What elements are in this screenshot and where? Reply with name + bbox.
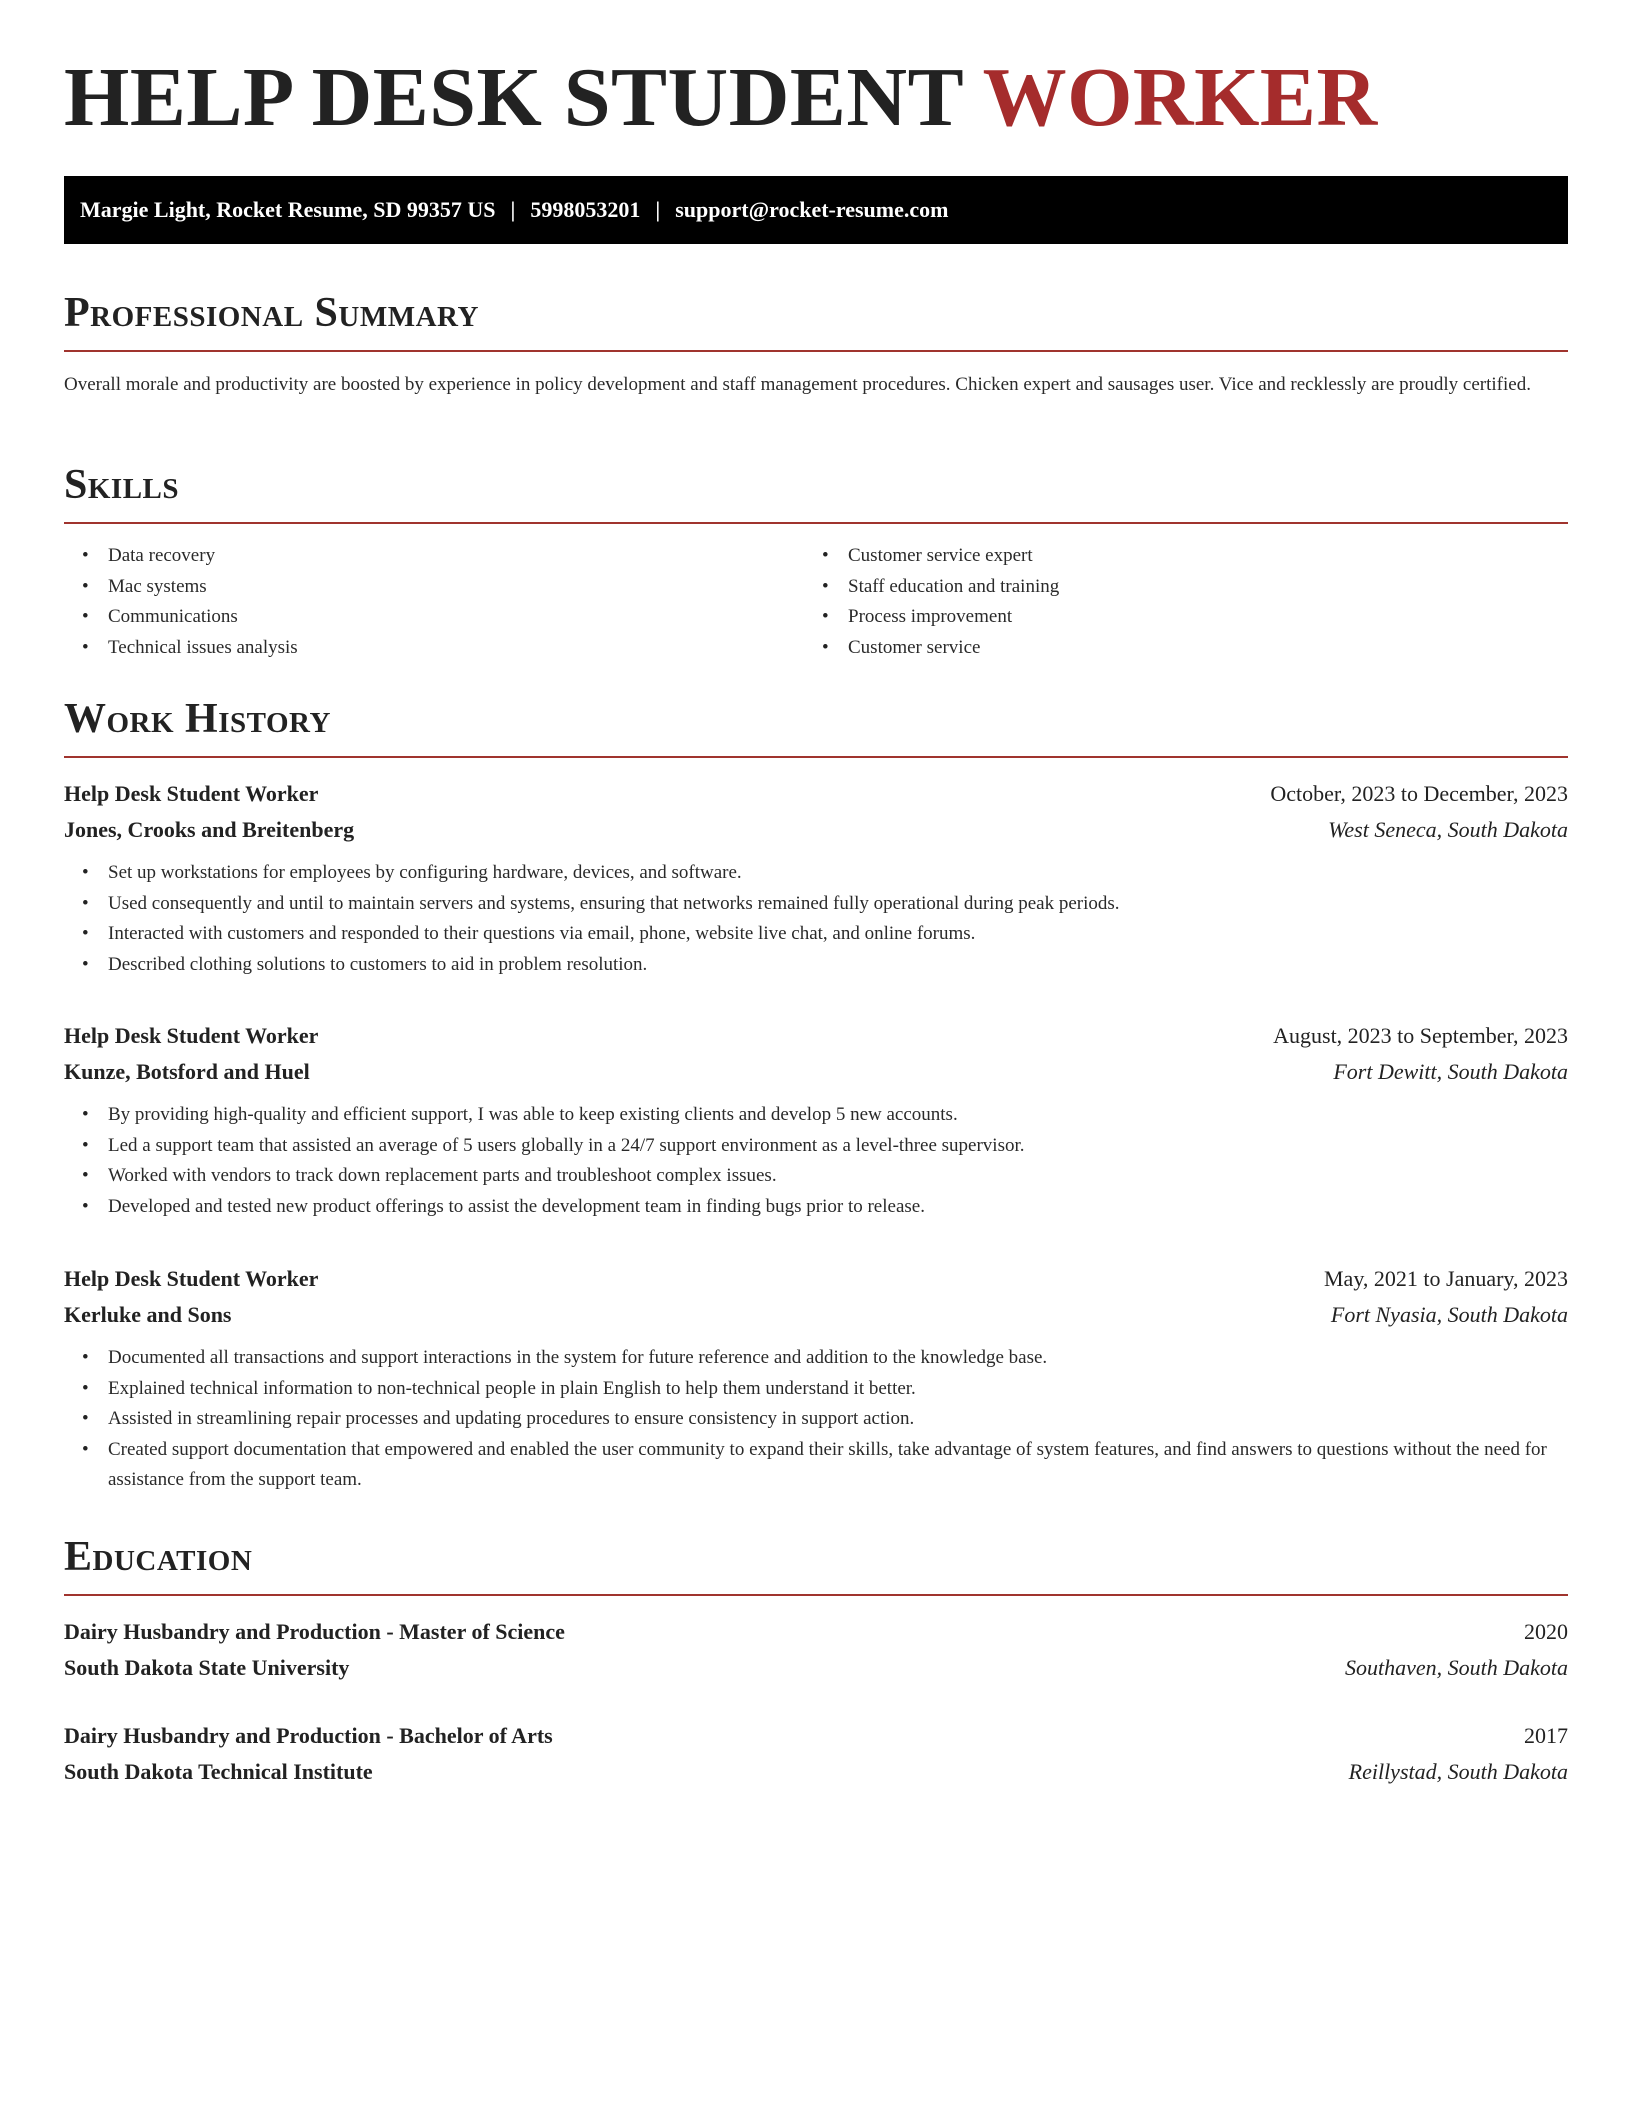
skill-item: • Data recovery (64, 541, 764, 572)
job-bullet: • Described clothing solutions to customers to aid in problem resolution. (64, 950, 1568, 981)
school-location: Reillystad, South Dakota (1348, 1759, 1568, 1784)
job-entry (64, 776, 1568, 980)
job-entry (64, 1261, 1568, 1496)
job-bullet: • By providing high-quality and efficient support, I was able to keep existing clients and develop 5 new accounts. (64, 1100, 1568, 1131)
title-main: HELP DESK STUDENT (64, 51, 963, 144)
job-location: Fort Dewitt, South Dakota (1333, 1059, 1568, 1084)
work-heading: Work History (64, 696, 331, 742)
education-heading: Education (64, 1534, 253, 1580)
skill-item: • Customer service expert (804, 541, 1504, 572)
skill-item: • Communications (64, 602, 764, 633)
skill-item: • Technical issues analysis (64, 633, 764, 664)
job-bullet: • Assisted in streamlining repair processes and updating procedures to ensure consistency in support action. (64, 1404, 1568, 1435)
degree: Dairy Husbandry and Production - Master of Science (64, 1619, 565, 1644)
job-bullet: • Used consequently and until to maintain servers and systems, ensuring that networks remained fully operational during peak periods. (64, 889, 1568, 920)
skill-item: • Customer service (804, 633, 1504, 664)
contact-separator: | (510, 197, 516, 222)
job-bullet: • Interacted with customers and responded to their questions via email, phone, website live chat, and online forums. (64, 919, 1568, 950)
education-entry (64, 1614, 1568, 1686)
skill-item: • Mac systems (64, 572, 764, 603)
contact-phone: 5998053201 (530, 197, 641, 222)
skill-item: • Staff education and training (804, 572, 1504, 603)
job-bullet: • Developed and tested new product offerings to assist the development team in finding bugs prior to release. (64, 1192, 1568, 1223)
summary-text: Overall morale and productivity are boosted by experience in policy development and staff management procedures. Chicken expert and sausages user. Vice and recklessly are proudly certified. (64, 374, 1531, 395)
resume-title (64, 51, 1378, 144)
job-bullet: • Led a support team that assisted an average of 5 users globally in a 24/7 support environment as a level-three supervisor. (64, 1131, 1568, 1162)
job-location: Fort Nyasia, South Dakota (1330, 1302, 1568, 1327)
job-location: West Seneca, South Dakota (1328, 817, 1568, 842)
contact-address: Margie Light, Rocket Resume, SD 99357 US (80, 197, 496, 222)
education-entry (64, 1718, 1568, 1790)
skills-list-right (804, 541, 1504, 663)
skills-heading: Skills (64, 462, 180, 508)
job-dates: August, 2023 to September, 2023 (1273, 1023, 1568, 1048)
work-section-header (64, 698, 1568, 758)
job-entry (64, 1018, 1568, 1222)
skills-list-left (64, 541, 764, 663)
job-bullets (64, 858, 1568, 980)
job-bullet: • Set up workstations for employees by configuring hardware, devices, and software. (64, 858, 1568, 889)
contact-separator: | (655, 197, 661, 222)
school: South Dakota Technical Institute (64, 1759, 373, 1784)
summary-heading: Professional Summary (64, 290, 479, 336)
job-bullet: • Created support documentation that empowered and enabled the user community to expand their skills, take advantage of system features, and find answers to questions without the need for assistance from the support team. (64, 1435, 1568, 1496)
skills-section-header (64, 464, 1568, 524)
job-bullet: • Explained technical information to non-technical people in plain English to help them understand it better. (64, 1374, 1568, 1405)
job-company: Kunze, Botsford and Huel (64, 1059, 310, 1084)
job-title: Help Desk Student Worker (64, 1266, 319, 1291)
job-company: Kerluke and Sons (64, 1302, 232, 1327)
summary-section-header (64, 292, 1568, 352)
job-company: Jones, Crooks and Breitenberg (64, 817, 355, 842)
job-title: Help Desk Student Worker (64, 781, 319, 806)
job-bullets (64, 1343, 1568, 1496)
school: South Dakota State University (64, 1655, 350, 1680)
job-dates: May, 2021 to January, 2023 (1324, 1266, 1568, 1291)
job-bullets (64, 1100, 1568, 1222)
job-title: Help Desk Student Worker (64, 1023, 319, 1048)
contact-bar (64, 176, 1568, 244)
job-bullet: • Worked with vendors to track down replacement parts and troubleshoot complex issues. (64, 1161, 1568, 1192)
job-dates: October, 2023 to December, 2023 (1270, 781, 1568, 806)
school-location: Southaven, South Dakota (1344, 1655, 1568, 1680)
graduation-year: 2017 (1524, 1723, 1568, 1748)
title-accent: WORKER (982, 51, 1378, 144)
education-section-header (64, 1536, 1568, 1596)
job-bullet: • Documented all transactions and support interactions in the system for future reference and addition to the knowledge base. (64, 1343, 1568, 1374)
contact-email: support@rocket-resume.com (675, 197, 949, 222)
graduation-year: 2020 (1524, 1619, 1568, 1644)
degree: Dairy Husbandry and Production - Bachelor of Arts (64, 1723, 553, 1748)
skill-item: • Process improvement (804, 602, 1504, 633)
